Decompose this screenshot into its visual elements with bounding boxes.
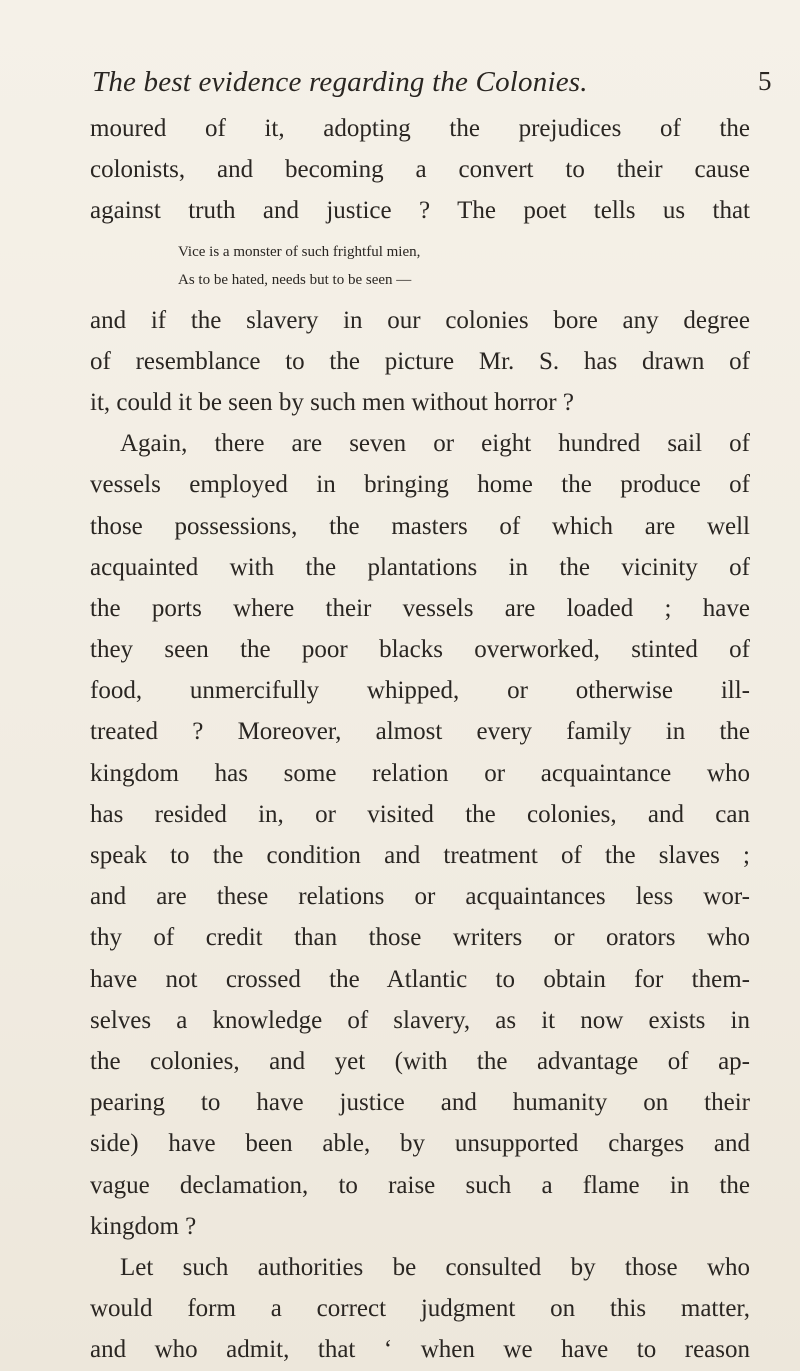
text-line: Again, there are seven or eight hundred sail of — [120, 430, 750, 458]
running-head — [92, 66, 772, 102]
text-line: of resemblance to the picture Mr. S. has drawn of — [90, 347, 750, 375]
text-line: food, unmercifully whipped, or otherwise ill- — [90, 677, 750, 705]
text-line: side) have been able, by unsupported charges and — [90, 1130, 750, 1158]
text-line: thy of credit than those writers or orators who — [90, 924, 750, 952]
text-line: have not crossed the Atlantic to obtain for them- — [90, 965, 750, 993]
paragraph-2 — [90, 300, 750, 424]
text-line: vessels employed in bringing home the produce of — [90, 471, 750, 499]
text-line: Let such authorities be consulted by those who — [120, 1253, 750, 1281]
text-line: against truth and justice ? The poet tells us that — [90, 197, 750, 225]
text-line: and who admit, that ‘ when we have to reason — [90, 1336, 750, 1364]
text-line: it, could it be seen by such men without horror ? — [90, 388, 574, 416]
page-number: 5 — [758, 66, 772, 96]
running-title: The best evidence regarding the Colonies. — [92, 66, 588, 98]
text-line: acquainted with the plantations in the vicinity of — [90, 553, 750, 581]
quote-line: Vice is a monster of such frightful mien, — [178, 243, 421, 260]
paragraph-1 — [90, 108, 750, 232]
text-line: pearing to have justice and humanity on their — [90, 1089, 750, 1117]
verse-quotation — [90, 238, 750, 294]
text-line: kingdom ? — [90, 1212, 197, 1240]
text-line: has resided in, or visited the colonies, and can — [90, 800, 750, 828]
paragraph-4 — [90, 1247, 750, 1371]
text-line: colonists, and becoming a convert to their cause — [90, 156, 750, 184]
text-line: and are these relations or acquaintances less wor- — [90, 883, 750, 911]
text-line: moured of it, adopting the prejudices of the — [90, 115, 750, 142]
paragraph-3 — [90, 423, 750, 1247]
text-line: vague declamation, to raise such a flame in the — [90, 1171, 750, 1199]
text-line: kingdom has some relation or acquaintance who — [90, 759, 750, 787]
quote-line: As to be hated, needs but to be seen — — [178, 271, 412, 288]
text-line: the ports where their vessels are loaded ; have — [90, 594, 750, 622]
text-line: treated ? Moreover, almost every family in the — [90, 718, 750, 746]
text-line: and if the slavery in our colonies bore any degree — [90, 306, 750, 334]
text-line: they seen the poor blacks overworked, stinted of — [90, 636, 750, 664]
text-line: would form a correct judgment on this matter, — [90, 1295, 750, 1323]
text-line: the colonies, and yet (with the advantage of ap- — [90, 1047, 750, 1075]
body-text — [90, 108, 750, 1370]
text-line: those possessions, the masters of which are well — [90, 512, 750, 540]
text-line: speak to the condition and treatment of the slaves ; — [90, 842, 750, 869]
text-line: selves a knowledge of slavery, as it now exists in — [90, 1006, 750, 1034]
